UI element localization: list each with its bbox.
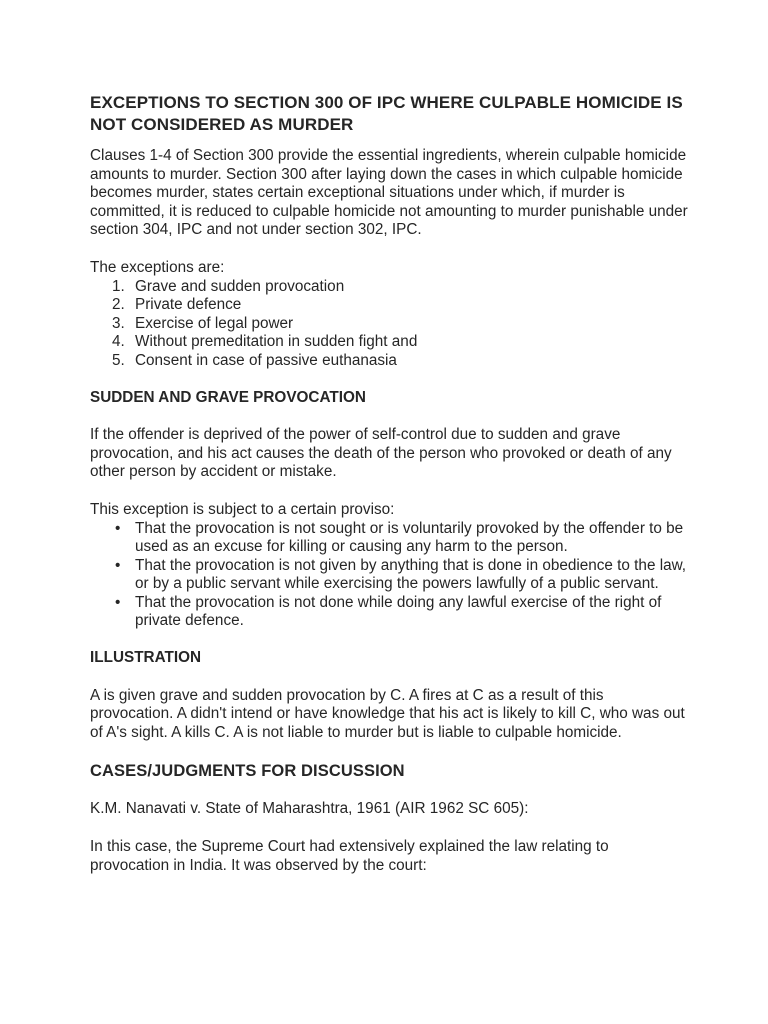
list-item xyxy=(90,315,690,334)
list-item-text: That the provocation is not given by anything that is done in obedience to the law, or by a public servant while exercising the powers lawfully of a public servant. xyxy=(135,556,687,593)
provocation-heading: SUDDEN AND GRAVE PROVOCATION xyxy=(90,388,366,406)
list-item-text: That the provocation is not sought or is voluntarily provoked by the offender to be used as an excuse for killing or causing any harm to the person. xyxy=(135,519,684,556)
list-number: 1. xyxy=(112,277,125,295)
list-number: 4. xyxy=(112,333,125,351)
list-item-text: Consent in case of passive euthanasia xyxy=(135,351,397,369)
document-title: EXCEPTIONS TO SECTION 300 OF IPC WHERE CULPABLE HOMICIDE IS NOT CONSIDERED AS MURDER xyxy=(90,93,683,134)
list-number: 3. xyxy=(112,314,125,332)
illustration-paragraph: A is given grave and sudden provocation by C. A fires at C as a result of this provocation. A didn't intend or have knowledge that his act is likely to kill C, who was out of A's sight. A kills C. A is not liable to murder but is liable to culpable homicide. xyxy=(90,686,685,741)
bullet-icon: • xyxy=(115,519,121,537)
list-item xyxy=(90,333,690,352)
document-page xyxy=(90,92,690,875)
proviso-list xyxy=(90,520,690,632)
case-paragraph: In this case, the Supreme Court had extensively explained the law relating to provocation in India. It was observed by the court: xyxy=(90,838,609,874)
list-item xyxy=(90,296,690,315)
cases-heading: CASES/JUDGMENTS FOR DISCUSSION xyxy=(90,762,405,781)
illustration-heading: ILLUSTRATION xyxy=(90,649,202,667)
list-number: 5. xyxy=(112,351,125,369)
list-item xyxy=(90,594,690,631)
bullet-icon: • xyxy=(115,556,121,574)
exceptions-list xyxy=(90,278,690,371)
proviso-intro: This exception is subject to a certain proviso: xyxy=(90,500,395,518)
list-item-text: Private defence xyxy=(135,296,242,314)
list-item xyxy=(90,352,690,371)
bullet-icon: • xyxy=(115,593,121,611)
intro-paragraph: Clauses 1-4 of Section 300 provide the essential ingredients, wherein culpable homicide amounts to murder. Section 300 after laying down the cases in which culpable homicide becomes murder, states certain exceptional situations under which, if murder is committed, it is reduced to culpable homicide not amounting to murder punishable under section 304, IPC and not under section 302, IPC. xyxy=(90,147,688,239)
list-number: 2. xyxy=(112,296,125,314)
case-citation: K.M. Nanavati v. State of Maharashtra, 1961 (AIR 1962 SC 605): xyxy=(90,800,529,818)
list-item xyxy=(90,278,690,297)
exceptions-intro: The exceptions are: xyxy=(90,258,225,276)
list-item-text: Without premeditation in sudden fight and xyxy=(135,333,418,351)
list-item-text: Exercise of legal power xyxy=(135,314,294,332)
list-item-text: Grave and sudden provocation xyxy=(135,277,345,295)
list-item xyxy=(90,557,690,594)
provocation-paragraph: If the offender is deprived of the power of self-control due to sudden and grave provocation, and his act causes the death of the person who provoked or death of any other person by accident or mistake. xyxy=(90,426,672,481)
list-item xyxy=(90,520,690,557)
list-item-text: That the provocation is not done while doing any lawful exercise of the right of private defence. xyxy=(135,593,662,630)
